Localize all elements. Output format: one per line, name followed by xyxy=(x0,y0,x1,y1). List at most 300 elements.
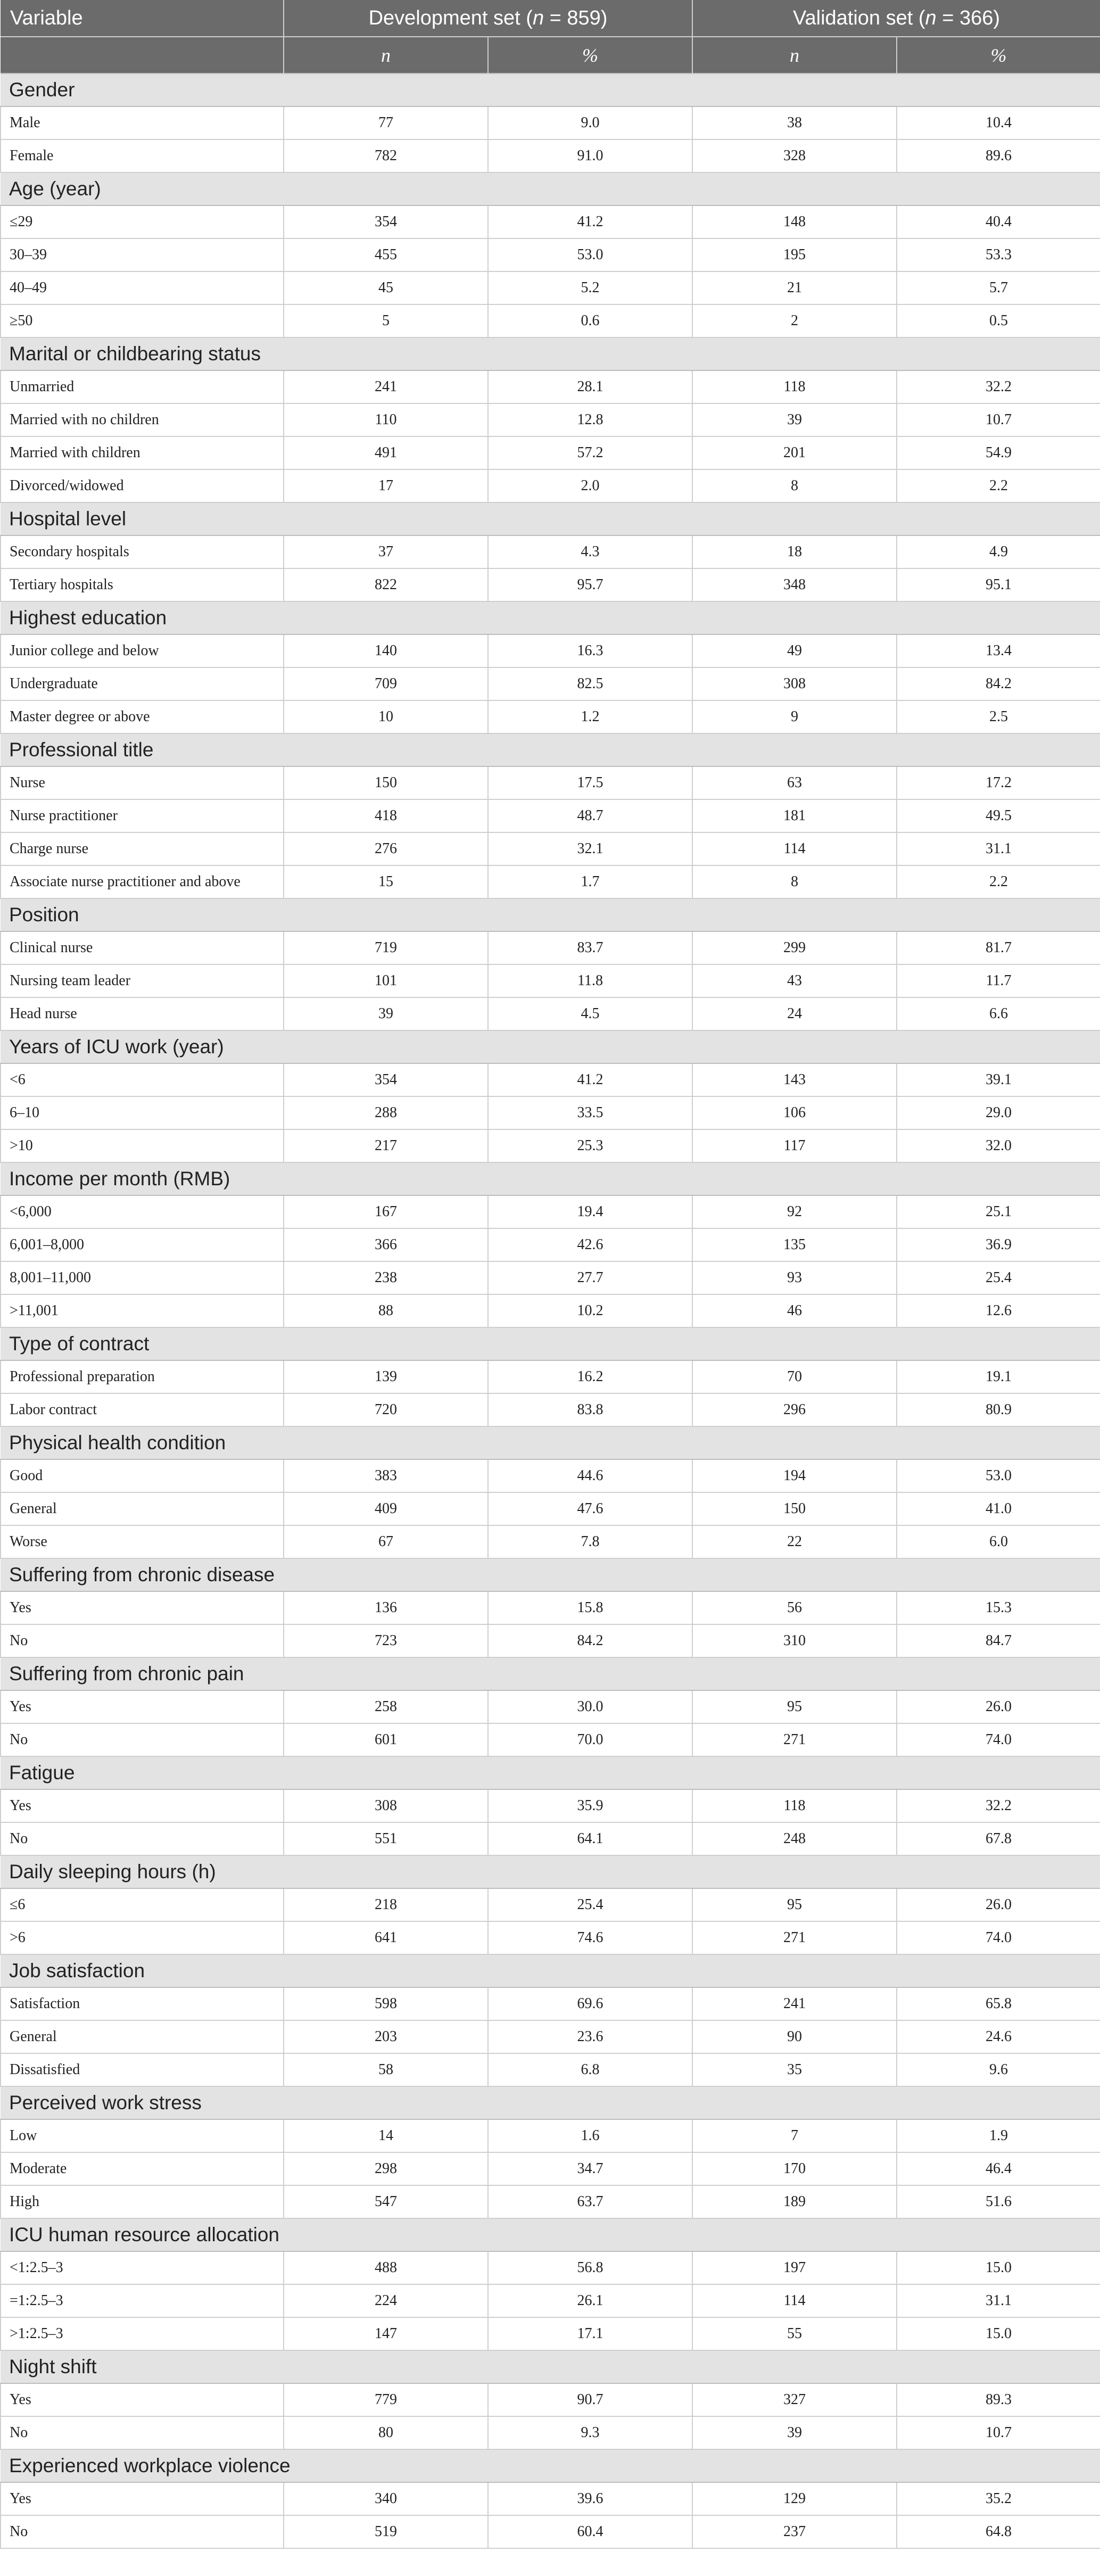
val-pct-cell: 26.0 xyxy=(897,1690,1100,1723)
dev-n-cell: 39 xyxy=(284,997,488,1030)
row-label: >6 xyxy=(1,1921,284,1954)
val-pct-cell: 41.0 xyxy=(897,1492,1100,1525)
val-pct-cell: 15.0 xyxy=(897,2317,1100,2350)
row-label: ≥50 xyxy=(1,304,284,337)
dev-pct-cell: 2.0 xyxy=(488,469,692,502)
val-n-cell: 22 xyxy=(692,1525,897,1558)
val-n-cell: 310 xyxy=(692,1624,897,1657)
val-pct-cell: 25.1 xyxy=(897,1195,1100,1228)
val-pct-cell: 24.6 xyxy=(897,2020,1100,2053)
table-row xyxy=(1,2482,1100,2515)
val-n-cell: 148 xyxy=(692,205,897,238)
table-row xyxy=(1,2152,1100,2185)
dev-pct-cell: 16.2 xyxy=(488,1360,692,1393)
dev-n-cell: 258 xyxy=(284,1690,488,1723)
val-n-cell: 35 xyxy=(692,2053,897,2086)
val-n-cell: 135 xyxy=(692,1228,897,1261)
val-n-cell: 55 xyxy=(692,2317,897,2350)
section-title: Gender xyxy=(1,73,1100,106)
header-dev-pct: % xyxy=(488,37,692,73)
table-row xyxy=(1,106,1100,139)
val-n-cell: 241 xyxy=(692,1987,897,2020)
section-header-row xyxy=(1,1030,1100,1063)
table-row xyxy=(1,1888,1100,1921)
dev-n-cell: 354 xyxy=(284,205,488,238)
table-row xyxy=(1,700,1100,733)
dev-pct-cell: 74.6 xyxy=(488,1921,692,1954)
row-label: Secondary hospitals xyxy=(1,535,284,568)
val-n-cell: 189 xyxy=(692,2185,897,2218)
row-label: Professional preparation xyxy=(1,1360,284,1393)
dev-n-cell: 308 xyxy=(284,1789,488,1822)
val-n-cell: 299 xyxy=(692,931,897,964)
dev-pct-cell: 83.7 xyxy=(488,931,692,964)
dev-n-cell: 67 xyxy=(284,1525,488,1558)
val-n-cell: 8 xyxy=(692,469,897,502)
table-row xyxy=(1,832,1100,865)
table-row xyxy=(1,997,1100,1030)
table-row xyxy=(1,1690,1100,1723)
dev-pct-cell: 19.4 xyxy=(488,1195,692,1228)
dev-n-cell: 719 xyxy=(284,931,488,964)
dev-n-cell: 551 xyxy=(284,1822,488,1855)
dev-pct-cell: 0.6 xyxy=(488,304,692,337)
dev-pct-cell: 41.2 xyxy=(488,205,692,238)
dev-pct-cell: 53.0 xyxy=(488,238,692,271)
section-title: Hospital level xyxy=(1,502,1100,535)
header-dev-n: n xyxy=(284,37,488,73)
val-n-cell: 8 xyxy=(692,865,897,898)
dev-n-cell: 488 xyxy=(284,2251,488,2284)
val-pct-cell: 65.8 xyxy=(897,1987,1100,2020)
dev-pct-cell: 91.0 xyxy=(488,139,692,172)
table-row xyxy=(1,634,1100,667)
dev-pct-cell: 6.8 xyxy=(488,2053,692,2086)
dev-pct-cell: 48.7 xyxy=(488,799,692,832)
val-n-cell: 46 xyxy=(692,1294,897,1327)
val-n-cell: 2 xyxy=(692,304,897,337)
table-row xyxy=(1,568,1100,601)
val-n-cell: 194 xyxy=(692,1459,897,1492)
row-label: Moderate xyxy=(1,2152,284,2185)
dev-n-cell: 17 xyxy=(284,469,488,502)
row-label: 6,001–8,000 xyxy=(1,1228,284,1261)
dev-pct-cell: 35.9 xyxy=(488,1789,692,1822)
row-label: Unmarried xyxy=(1,370,284,403)
val-pct-cell: 0.5 xyxy=(897,304,1100,337)
row-label: Nurse xyxy=(1,766,284,799)
table-row xyxy=(1,139,1100,172)
val-pct-cell: 13.4 xyxy=(897,634,1100,667)
header-validation-set: Validation set (n = 366) xyxy=(692,0,1100,37)
section-title: Position xyxy=(1,898,1100,931)
dev-n-cell: 37 xyxy=(284,535,488,568)
dev-n-cell: 45 xyxy=(284,271,488,304)
row-label: >11,001 xyxy=(1,1294,284,1327)
dev-pct-cell: 60.4 xyxy=(488,2515,692,2548)
row-label: 8,001–11,000 xyxy=(1,1261,284,1294)
section-header-row xyxy=(1,1558,1100,1591)
section-title: Suffering from chronic pain xyxy=(1,1657,1100,1690)
row-label: 40–49 xyxy=(1,271,284,304)
table-row xyxy=(1,1360,1100,1393)
section-header-row xyxy=(1,502,1100,535)
val-pct-cell: 67.8 xyxy=(897,1822,1100,1855)
section-header-row xyxy=(1,601,1100,634)
dev-pct-cell: 23.6 xyxy=(488,2020,692,2053)
dev-pct-cell: 27.7 xyxy=(488,1261,692,1294)
dev-pct-cell: 1.6 xyxy=(488,2119,692,2152)
dev-n-cell: 217 xyxy=(284,1129,488,1162)
val-pct-cell: 84.7 xyxy=(897,1624,1100,1657)
table-row xyxy=(1,1525,1100,1558)
row-label: >10 xyxy=(1,1129,284,1162)
val-n-cell: 7 xyxy=(692,2119,897,2152)
val-pct-cell: 2.2 xyxy=(897,469,1100,502)
val-n-cell: 93 xyxy=(692,1261,897,1294)
row-label: General xyxy=(1,2020,284,2053)
section-title: Highest education xyxy=(1,601,1100,634)
dev-pct-cell: 1.2 xyxy=(488,700,692,733)
dev-n-cell: 203 xyxy=(284,2020,488,2053)
dev-pct-cell: 90.7 xyxy=(488,2383,692,2416)
table-row xyxy=(1,304,1100,337)
row-label: Dissatisfied xyxy=(1,2053,284,2086)
section-header-row xyxy=(1,2086,1100,2119)
val-pct-cell: 4.9 xyxy=(897,535,1100,568)
dev-pct-cell: 82.5 xyxy=(488,667,692,700)
table-row xyxy=(1,2020,1100,2053)
dev-pct-cell: 5.2 xyxy=(488,271,692,304)
row-label: Associate nurse practitioner and above xyxy=(1,865,284,898)
table-row xyxy=(1,1261,1100,1294)
row-label: No xyxy=(1,1822,284,1855)
val-n-cell: 181 xyxy=(692,799,897,832)
section-header-row xyxy=(1,2350,1100,2383)
row-label: Yes xyxy=(1,1690,284,1723)
row-label: >1:2.5–3 xyxy=(1,2317,284,2350)
section-title: Marital or childbearing status xyxy=(1,337,1100,370)
val-pct-cell: 19.1 xyxy=(897,1360,1100,1393)
dev-pct-cell: 69.6 xyxy=(488,1987,692,2020)
dev-pct-cell: 12.8 xyxy=(488,403,692,436)
dev-n-cell: 5 xyxy=(284,304,488,337)
table-row xyxy=(1,667,1100,700)
dev-n-cell: 723 xyxy=(284,1624,488,1657)
table-row xyxy=(1,271,1100,304)
table-row xyxy=(1,1096,1100,1129)
val-pct-cell: 64.8 xyxy=(897,2515,1100,2548)
dev-pct-cell: 63.7 xyxy=(488,2185,692,2218)
val-pct-cell: 89.3 xyxy=(897,2383,1100,2416)
dev-pct-cell: 83.8 xyxy=(488,1393,692,1426)
row-label: Junior college and below xyxy=(1,634,284,667)
dev-n-cell: 110 xyxy=(284,403,488,436)
val-pct-cell: 15.0 xyxy=(897,2251,1100,2284)
row-label: Yes xyxy=(1,2482,284,2515)
row-label: <6 xyxy=(1,1063,284,1096)
dev-pct-cell: 10.2 xyxy=(488,1294,692,1327)
val-pct-cell: 89.6 xyxy=(897,139,1100,172)
dev-n-cell: 150 xyxy=(284,766,488,799)
row-label: Low xyxy=(1,2119,284,2152)
val-pct-cell: 26.0 xyxy=(897,1888,1100,1921)
val-n-cell: 118 xyxy=(692,1789,897,1822)
table-row xyxy=(1,1789,1100,1822)
section-header-row xyxy=(1,898,1100,931)
val-n-cell: 114 xyxy=(692,832,897,865)
val-pct-cell: 53.3 xyxy=(897,238,1100,271)
table-row xyxy=(1,205,1100,238)
section-title: Professional title xyxy=(1,733,1100,766)
table-row xyxy=(1,799,1100,832)
table-row xyxy=(1,1723,1100,1756)
row-label: Yes xyxy=(1,1789,284,1822)
val-n-cell: 95 xyxy=(692,1690,897,1723)
dev-n-cell: 782 xyxy=(284,139,488,172)
dev-pct-cell: 9.0 xyxy=(488,106,692,139)
section-header-row xyxy=(1,2218,1100,2251)
val-n-cell: 201 xyxy=(692,436,897,469)
val-n-cell: 39 xyxy=(692,2416,897,2449)
row-label: Tertiary hospitals xyxy=(1,568,284,601)
table-row xyxy=(1,2053,1100,2086)
dev-pct-cell: 44.6 xyxy=(488,1459,692,1492)
val-pct-cell: 31.1 xyxy=(897,2284,1100,2317)
dev-n-cell: 641 xyxy=(284,1921,488,1954)
val-pct-cell: 74.0 xyxy=(897,1723,1100,1756)
table-row xyxy=(1,1195,1100,1228)
row-label: No xyxy=(1,2416,284,2449)
table-row xyxy=(1,1129,1100,1162)
row-label: Yes xyxy=(1,2383,284,2416)
val-pct-cell: 29.0 xyxy=(897,1096,1100,1129)
section-header-row xyxy=(1,1426,1100,1459)
row-label: =1:2.5–3 xyxy=(1,2284,284,2317)
dev-n-cell: 238 xyxy=(284,1261,488,1294)
val-n-cell: 56 xyxy=(692,1591,897,1624)
dev-pct-cell: 1.7 xyxy=(488,865,692,898)
section-header-row xyxy=(1,1162,1100,1195)
row-label: <6,000 xyxy=(1,1195,284,1228)
val-n-cell: 49 xyxy=(692,634,897,667)
dev-n-cell: 218 xyxy=(284,1888,488,1921)
dev-pct-cell: 7.8 xyxy=(488,1525,692,1558)
val-n-cell: 63 xyxy=(692,766,897,799)
val-n-cell: 150 xyxy=(692,1492,897,1525)
dev-n-cell: 288 xyxy=(284,1096,488,1129)
dev-n-cell: 547 xyxy=(284,2185,488,2218)
val-n-cell: 106 xyxy=(692,1096,897,1129)
dev-pct-cell: 9.3 xyxy=(488,2416,692,2449)
section-title: Fatigue xyxy=(1,1756,1100,1789)
table-row xyxy=(1,766,1100,799)
section-title: Years of ICU work (year) xyxy=(1,1030,1100,1063)
row-label: Good xyxy=(1,1459,284,1492)
table-row xyxy=(1,535,1100,568)
val-n-cell: 21 xyxy=(692,271,897,304)
dev-pct-cell: 16.3 xyxy=(488,634,692,667)
val-n-cell: 129 xyxy=(692,2482,897,2515)
val-n-cell: 143 xyxy=(692,1063,897,1096)
dev-pct-cell: 39.6 xyxy=(488,2482,692,2515)
row-label: No xyxy=(1,1624,284,1657)
val-n-cell: 170 xyxy=(692,2152,897,2185)
val-pct-cell: 32.2 xyxy=(897,370,1100,403)
val-pct-cell: 49.5 xyxy=(897,799,1100,832)
val-pct-cell: 54.9 xyxy=(897,436,1100,469)
row-label: Divorced/widowed xyxy=(1,469,284,502)
dev-n-cell: 354 xyxy=(284,1063,488,1096)
val-pct-cell: 15.3 xyxy=(897,1591,1100,1624)
val-pct-cell: 6.0 xyxy=(897,1525,1100,1558)
dev-n-cell: 147 xyxy=(284,2317,488,2350)
dev-pct-cell: 56.8 xyxy=(488,2251,692,2284)
section-header-row xyxy=(1,733,1100,766)
val-pct-cell: 46.4 xyxy=(897,2152,1100,2185)
row-label: No xyxy=(1,1723,284,1756)
val-n-cell: 348 xyxy=(692,568,897,601)
val-pct-cell: 2.5 xyxy=(897,700,1100,733)
row-label: Master degree or above xyxy=(1,700,284,733)
val-pct-cell: 95.1 xyxy=(897,568,1100,601)
val-pct-cell: 6.6 xyxy=(897,997,1100,1030)
table-row xyxy=(1,370,1100,403)
section-header-row xyxy=(1,1657,1100,1690)
val-n-cell: 327 xyxy=(692,2383,897,2416)
table-row xyxy=(1,469,1100,502)
val-n-cell: 38 xyxy=(692,106,897,139)
table-row xyxy=(1,2416,1100,2449)
dev-pct-cell: 32.1 xyxy=(488,832,692,865)
row-label: Nurse practitioner xyxy=(1,799,284,832)
dev-n-cell: 340 xyxy=(284,2482,488,2515)
dev-n-cell: 709 xyxy=(284,667,488,700)
dev-n-cell: 101 xyxy=(284,964,488,997)
section-title: Suffering from chronic disease xyxy=(1,1558,1100,1591)
row-label: <1:2.5–3 xyxy=(1,2251,284,2284)
val-pct-cell: 80.9 xyxy=(897,1393,1100,1426)
section-title: Perceived work stress xyxy=(1,2086,1100,2119)
table-row xyxy=(1,1822,1100,1855)
row-label: Head nurse xyxy=(1,997,284,1030)
section-header-row xyxy=(1,1954,1100,1987)
dev-n-cell: 80 xyxy=(284,2416,488,2449)
row-label: Female xyxy=(1,139,284,172)
section-header-row xyxy=(1,337,1100,370)
dev-n-cell: 241 xyxy=(284,370,488,403)
dev-pct-cell: 26.1 xyxy=(488,2284,692,2317)
row-label: ≤29 xyxy=(1,205,284,238)
section-title: Physical health condition xyxy=(1,1426,1100,1459)
dev-pct-cell: 28.1 xyxy=(488,370,692,403)
table-body xyxy=(1,73,1100,2548)
dev-n-cell: 779 xyxy=(284,2383,488,2416)
val-n-cell: 296 xyxy=(692,1393,897,1426)
row-label: Charge nurse xyxy=(1,832,284,865)
table-row xyxy=(1,1459,1100,1492)
section-title: Age (year) xyxy=(1,172,1100,205)
dev-n-cell: 601 xyxy=(284,1723,488,1756)
dev-pct-cell: 84.2 xyxy=(488,1624,692,1657)
dev-pct-cell: 95.7 xyxy=(488,568,692,601)
val-pct-cell: 10.7 xyxy=(897,2416,1100,2449)
table-row xyxy=(1,2284,1100,2317)
val-n-cell: 9 xyxy=(692,700,897,733)
val-n-cell: 95 xyxy=(692,1888,897,1921)
table-row xyxy=(1,2317,1100,2350)
val-pct-cell: 35.2 xyxy=(897,2482,1100,2515)
dev-n-cell: 383 xyxy=(284,1459,488,1492)
row-label: ≤6 xyxy=(1,1888,284,1921)
dev-pct-cell: 70.0 xyxy=(488,1723,692,1756)
dev-n-cell: 140 xyxy=(284,634,488,667)
dev-pct-cell: 33.5 xyxy=(488,1096,692,1129)
section-title: Type of contract xyxy=(1,1327,1100,1360)
row-label: Labor contract xyxy=(1,1393,284,1426)
dev-n-cell: 136 xyxy=(284,1591,488,1624)
dev-n-cell: 224 xyxy=(284,2284,488,2317)
dev-pct-cell: 4.5 xyxy=(488,997,692,1030)
row-label: Yes xyxy=(1,1591,284,1624)
val-n-cell: 118 xyxy=(692,370,897,403)
table-row xyxy=(1,865,1100,898)
row-label: Married with children xyxy=(1,436,284,469)
section-header-row xyxy=(1,1855,1100,1888)
table-row xyxy=(1,2251,1100,2284)
val-n-cell: 92 xyxy=(692,1195,897,1228)
table-row xyxy=(1,238,1100,271)
val-pct-cell: 11.7 xyxy=(897,964,1100,997)
dev-n-cell: 276 xyxy=(284,832,488,865)
val-n-cell: 195 xyxy=(692,238,897,271)
dev-n-cell: 720 xyxy=(284,1393,488,1426)
section-header-row xyxy=(1,1327,1100,1360)
val-pct-cell: 51.6 xyxy=(897,2185,1100,2218)
val-n-cell: 90 xyxy=(692,2020,897,2053)
dev-n-cell: 14 xyxy=(284,2119,488,2152)
table-row xyxy=(1,1624,1100,1657)
val-pct-cell: 40.4 xyxy=(897,205,1100,238)
val-pct-cell: 31.1 xyxy=(897,832,1100,865)
header-variable: Variable xyxy=(1,0,284,37)
section-header-row xyxy=(1,172,1100,205)
val-n-cell: 197 xyxy=(692,2251,897,2284)
val-pct-cell: 9.6 xyxy=(897,2053,1100,2086)
dev-n-cell: 10 xyxy=(284,700,488,733)
val-n-cell: 18 xyxy=(692,535,897,568)
row-label: 30–39 xyxy=(1,238,284,271)
table-row xyxy=(1,2119,1100,2152)
dev-n-cell: 366 xyxy=(284,1228,488,1261)
dev-pct-cell: 4.3 xyxy=(488,535,692,568)
val-pct-cell: 84.2 xyxy=(897,667,1100,700)
dev-pct-cell: 41.2 xyxy=(488,1063,692,1096)
val-pct-cell: 17.2 xyxy=(897,766,1100,799)
dev-pct-cell: 11.8 xyxy=(488,964,692,997)
header-val-pct: % xyxy=(897,37,1100,73)
val-pct-cell: 36.9 xyxy=(897,1228,1100,1261)
section-title: ICU human resource allocation xyxy=(1,2218,1100,2251)
val-n-cell: 43 xyxy=(692,964,897,997)
row-label: Nursing team leader xyxy=(1,964,284,997)
dev-n-cell: 139 xyxy=(284,1360,488,1393)
table-row xyxy=(1,1921,1100,1954)
val-pct-cell: 53.0 xyxy=(897,1459,1100,1492)
dev-n-cell: 77 xyxy=(284,106,488,139)
dev-pct-cell: 25.4 xyxy=(488,1888,692,1921)
section-header-row xyxy=(1,1756,1100,1789)
